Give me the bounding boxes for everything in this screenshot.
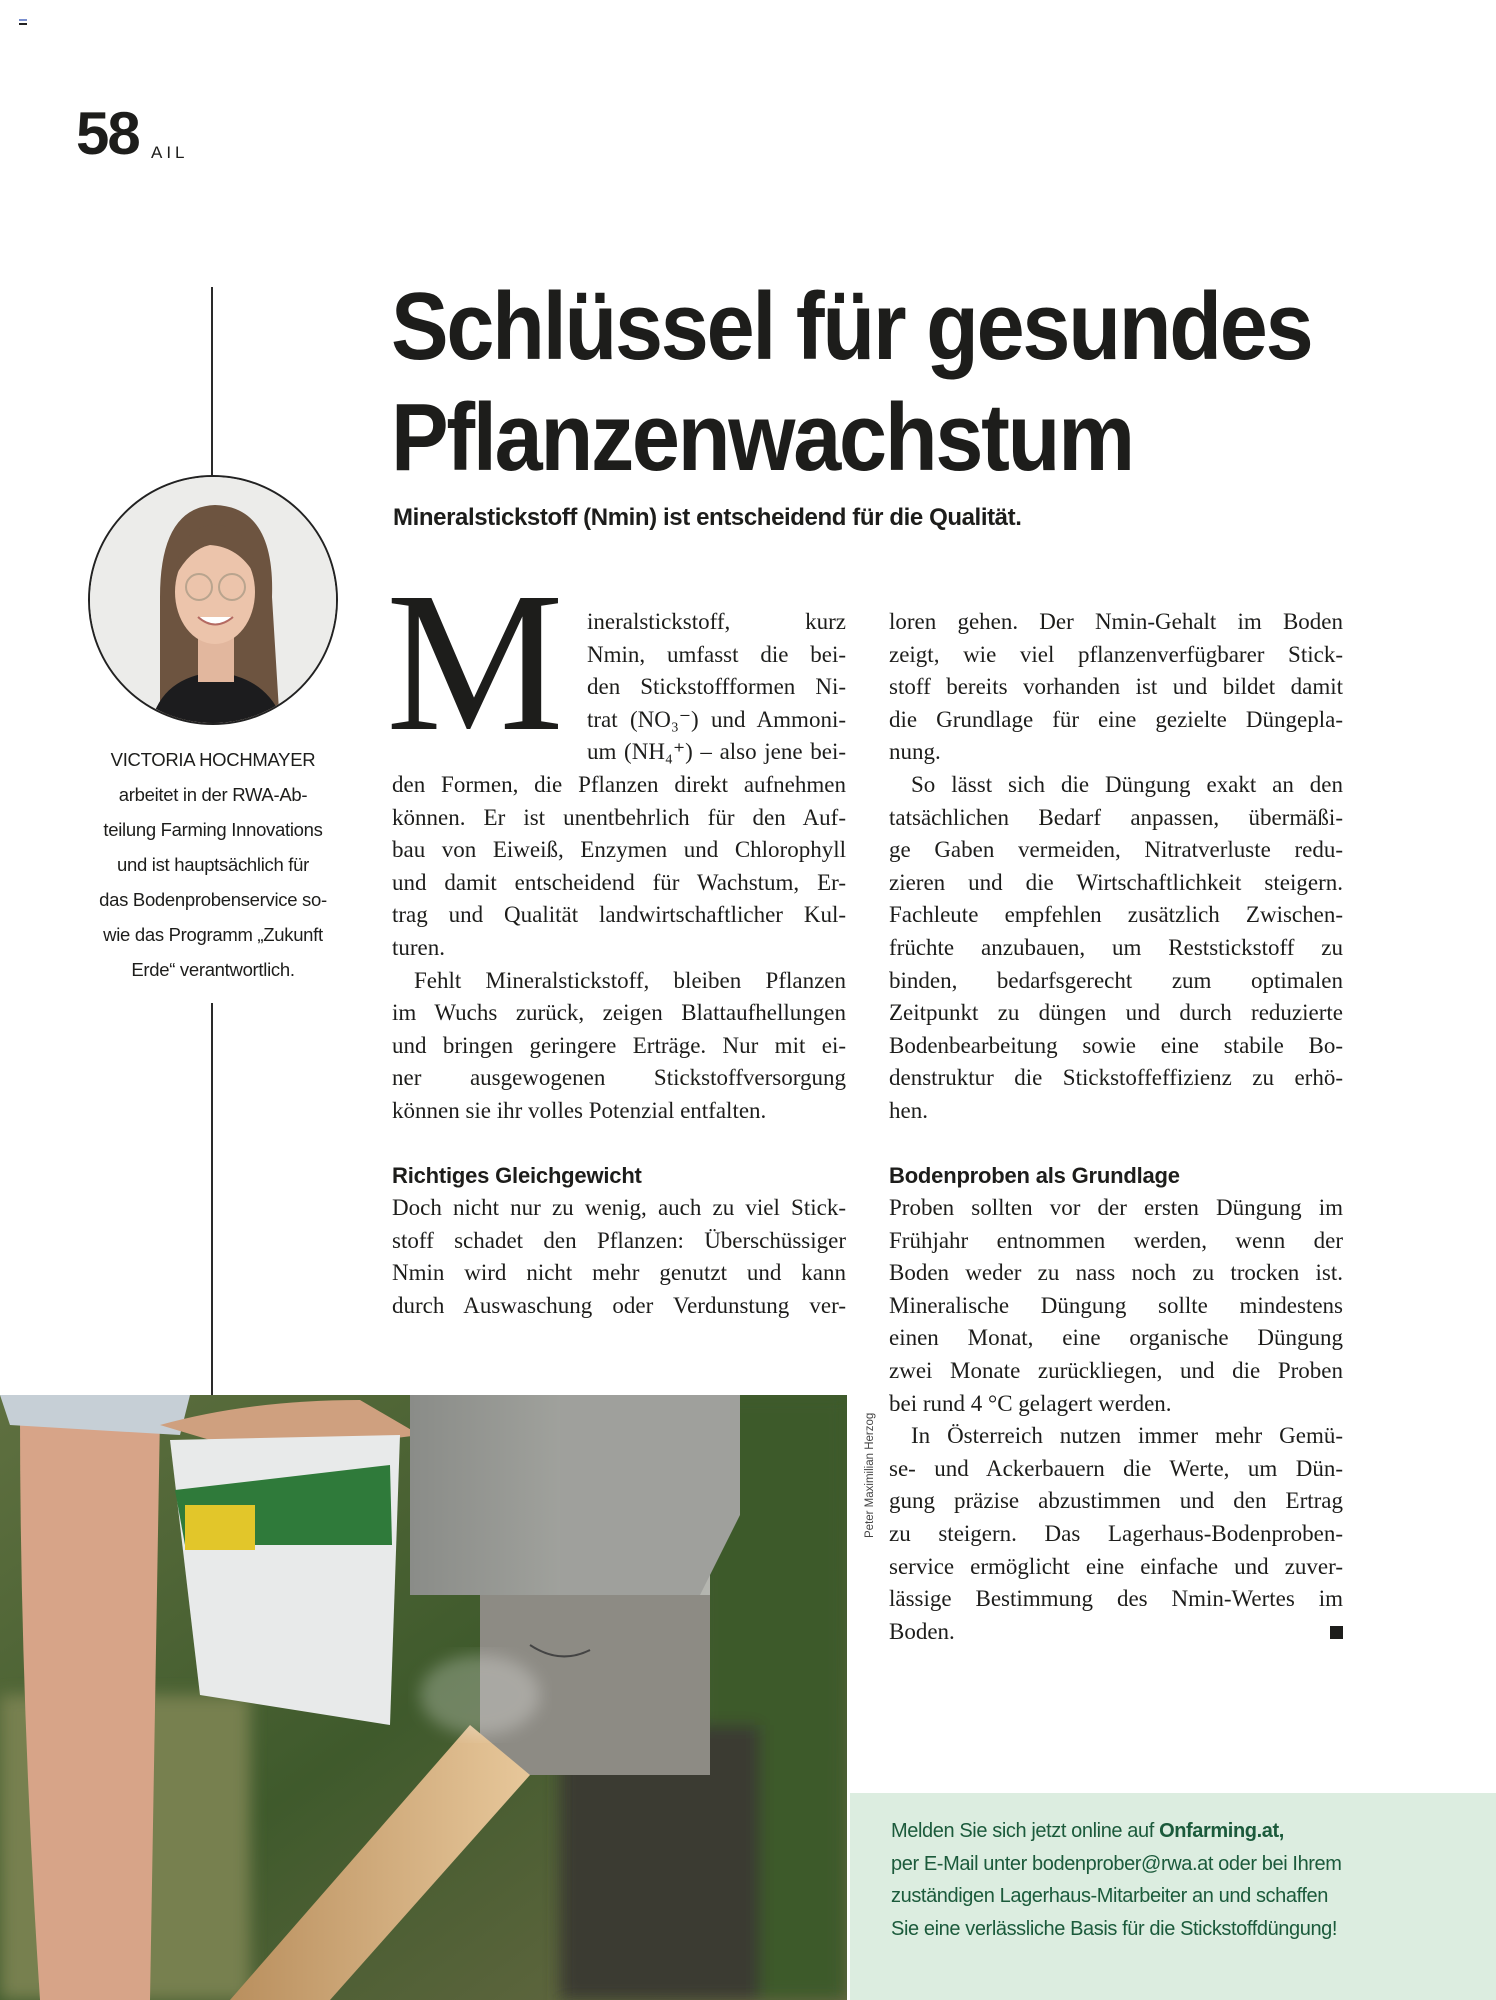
- article-column-left: [386, 552, 846, 1322]
- text-line: zu steigern. Das Lagerhaus-Bodenproben-: [889, 1521, 1343, 1547]
- text-line: Doch nicht nur zu wenig, auch zu viel Stick-: [392, 1195, 846, 1221]
- title-line: Pflanzenwachstum: [391, 384, 1133, 491]
- text-line: zeigt, wie viel pflanzenverfügbarer Stick-: [889, 641, 1343, 667]
- author-portrait: [88, 475, 338, 725]
- text-line: und bringen geringere Erträge. Nur mit ei-: [392, 1032, 846, 1058]
- text-line: service ermöglicht eine einfache und zuver-: [889, 1553, 1343, 1579]
- text-line: bei rund 4 °C gelagert werden.: [889, 1390, 1172, 1416]
- text-line: Boden.: [889, 1616, 1343, 1649]
- text-line: trat (NO₃⁻) und Ammoni-: [587, 706, 846, 732]
- text-line: die Grundlage für eine gezielte Düngepla-: [889, 706, 1343, 732]
- author-name: VICTORIA HOCHMAYER: [110, 749, 316, 770]
- text-line: Bodenbearbeitung sowie eine stabile Bo-: [889, 1032, 1343, 1058]
- photo-credit: Peter Maximilian Herzog: [864, 1412, 876, 1538]
- author-bio-line: wie das Programm „Zukunft: [103, 924, 323, 945]
- text-line: stoff schadet den Pflanzen: Überschüssiger: [392, 1227, 846, 1253]
- text-line: Frühjahr entnommen werden, wenn der: [889, 1227, 1343, 1253]
- text-line: ner ausgewogenen Stickstoffversorgung: [392, 1065, 846, 1091]
- text-line: gung präzise abzustimmen und den Ertrag: [889, 1488, 1343, 1514]
- text-line: Fachleute empfehlen zusätzlich Zwischen-: [889, 902, 1343, 928]
- text-line: können. Er ist unentbehrlich für den Auf-: [392, 804, 846, 830]
- text-line: können sie ihr volles Potenzial entfalten.: [392, 1097, 767, 1123]
- end-mark-icon: [1330, 1626, 1343, 1639]
- text-line: Zeitpunkt zu düngen und durch reduzierte: [889, 1000, 1343, 1026]
- text-line: trag und Qualität landwirtschaftlicher Kul-: [392, 902, 846, 928]
- text-line: lässige Bestimmung des Nmin-Wertes im: [889, 1586, 1343, 1612]
- text-line: denstruktur die Stickstoffeffizienz zu erhö-: [889, 1065, 1343, 1091]
- text-line: zwei Monate zurückliegen, und die Proben: [889, 1358, 1343, 1384]
- article-title: [391, 271, 1311, 493]
- text-line: den Stickstoffformen Ni-: [587, 674, 846, 700]
- author-bio-line: Erde“ verantwortlich.: [131, 959, 295, 980]
- text-line: zieren und die Wirtschaftlichkeit steigern.: [889, 869, 1343, 895]
- menu-icon[interactable]: [19, 19, 27, 27]
- title-line: Schlüssel für gesundes: [391, 273, 1312, 380]
- text-line: Nmin wird nicht mehr genutzt und kann: [392, 1260, 846, 1286]
- section-label: AIL: [151, 143, 189, 162]
- text-line: ineralstickstoff, kurz: [587, 609, 846, 634]
- text-line: Mineralische Düngung sollte mindestens: [889, 1292, 1343, 1318]
- author-caption: [82, 742, 344, 987]
- divider-line: [211, 1003, 213, 1395]
- text-line: So lässt sich die Düngung exakt an den: [911, 771, 1343, 797]
- text-line: und damit entscheidend für Wachstum, Er-: [392, 869, 846, 895]
- info-text: Melden Sie sich jetzt online auf: [891, 1820, 1160, 1842]
- text-line: binden, bedarfsgerecht zum optimalen: [889, 967, 1343, 993]
- article-subtitle: Mineralstickstoff (Nmin) ist entscheidend für die Qualität.: [393, 504, 1022, 531]
- text-line: nung.: [889, 739, 941, 765]
- text-line: Fehlt Mineralstickstoff, bleiben Pflanzen: [414, 967, 846, 993]
- text-line: tatsächlichen Bedarf anpassen, übermäßi-: [889, 804, 1343, 830]
- text-line: turen.: [392, 934, 446, 960]
- text-line: stoff bereits vorhanden ist und bildet damit: [889, 674, 1343, 700]
- onfarming-link[interactable]: Onfarming.at,: [1159, 1820, 1284, 1842]
- info-line: per E-Mail unter bodenprober@rwa.at oder bei Ihrem: [891, 1852, 1342, 1875]
- info-line: Sie eine verlässliche Basis für die Stickstoffdüngung!: [891, 1917, 1338, 1940]
- text-line: Proben sollten vor der ersten Düngung im: [889, 1195, 1343, 1221]
- info-line: zuständigen Lagerhaus-Mitarbeiter an und schaffen: [891, 1885, 1329, 1907]
- text-line: früchte anzubauen, um Reststickstoff zu: [889, 934, 1343, 960]
- article-column-right: [889, 606, 1343, 1648]
- text-line: In Österreich nutzen immer mehr Gemü-: [911, 1423, 1343, 1449]
- text-line: um (NH₄⁺) – also jene bei-: [587, 739, 846, 765]
- article-photo: [0, 1395, 847, 2000]
- text-line: bau von Eiweiß, Enzymen und Chlorophyll: [392, 837, 846, 863]
- text-line: durch Auswaschung oder Verdunstung ver-: [392, 1292, 846, 1318]
- text-line: loren gehen. Der Nmin-Gehalt im Boden: [889, 609, 1343, 634]
- text-line: se- und Ackerbauern die Werte, um Dün-: [889, 1455, 1343, 1481]
- text-line: den Formen, die Pflanzen direkt aufnehmen: [392, 771, 846, 797]
- info-line: [891, 1815, 1342, 1848]
- text-line: Boden weder zu nass noch zu trocken ist.: [889, 1260, 1343, 1286]
- text-line: im Wuchs zurück, zeigen Blattaufhellungen: [392, 1000, 846, 1026]
- text-line: ge Gaben vermeiden, Nitratverluste redu-: [889, 837, 1343, 863]
- info-box: [850, 1793, 1496, 2000]
- author-bio-line: arbeitet in der RWA-Ab-: [118, 784, 308, 805]
- drop-cap: M: [386, 552, 564, 773]
- divider-line: [211, 287, 213, 477]
- text-line: einen Monat, eine organische Düngung: [889, 1325, 1343, 1351]
- page-number: 58: [76, 100, 139, 167]
- author-bio-line: das Bodenprobenservice so-: [99, 889, 327, 910]
- author-bio-line: und ist hauptsächlich für: [116, 854, 309, 875]
- section-heading: Bodenproben als Grundlage: [889, 1162, 1180, 1188]
- author-bio-line: teilung Farming Innovations: [103, 819, 323, 840]
- text-line: Nmin, umfasst die bei-: [587, 641, 846, 667]
- text-line: hen.: [889, 1097, 928, 1123]
- section-heading: Richtiges Gleichgewicht: [392, 1162, 642, 1188]
